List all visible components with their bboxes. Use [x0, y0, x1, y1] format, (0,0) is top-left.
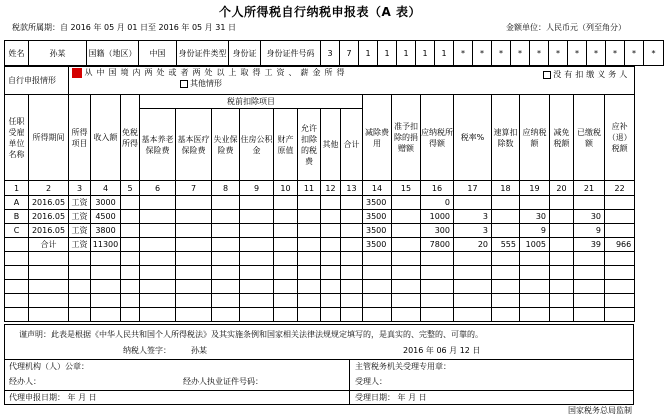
- cell-empty[interactable]: [550, 224, 574, 238]
- column-number: 9: [240, 181, 274, 196]
- column-number: 21: [574, 181, 605, 196]
- cell-empty[interactable]: [392, 238, 421, 252]
- cell-empty[interactable]: [212, 224, 240, 238]
- cell-empty[interactable]: [121, 224, 140, 238]
- id-digit[interactable]: 7: [340, 41, 359, 66]
- cell-tax-paid[interactable]: 39: [574, 238, 605, 252]
- cell-empty[interactable]: [176, 196, 212, 210]
- cell-empty[interactable]: [274, 224, 298, 238]
- header-employer: 任职受雇单位名称: [5, 95, 29, 181]
- cell-empty[interactable]: [121, 210, 140, 224]
- currency-unit: 金额单位：人民币元（列至角分）: [506, 23, 626, 32]
- cell-standard-deduction[interactable]: 3500: [363, 210, 392, 224]
- declaration-table: [4, 66, 635, 322]
- cell-empty[interactable]: [176, 210, 212, 224]
- table-row-total: [5, 238, 635, 252]
- cell-empty[interactable]: [321, 210, 341, 224]
- cell-standard-deduction[interactable]: 3500: [363, 196, 392, 210]
- cell-empty[interactable]: [240, 224, 274, 238]
- cell-empty[interactable]: [274, 210, 298, 224]
- table-row-blank[interactable]: [5, 280, 635, 294]
- cell-item[interactable]: 工资: [69, 196, 91, 210]
- id-digit[interactable]: 1: [416, 41, 435, 66]
- signature-date[interactable]: 2016 年 06 月 12 日: [403, 346, 481, 355]
- header-tax-payable: 应纳税额: [520, 95, 550, 181]
- cell-period[interactable]: 合计: [29, 238, 69, 252]
- agent-cert-label[interactable]: 经办人执业证件号码：: [183, 377, 263, 386]
- cell-tax-paid[interactable]: 30: [574, 210, 605, 224]
- situation-option-no-withholder[interactable]: [543, 69, 630, 80]
- header-quick-deduction: 速算扣除数: [492, 95, 520, 181]
- cell-empty[interactable]: [321, 238, 341, 252]
- header-donation: 准予扣除的捐赠额: [392, 95, 421, 181]
- header-income: 收入额: [91, 95, 121, 181]
- id-digit[interactable]: *: [473, 41, 492, 66]
- cell-income[interactable]: 11300: [91, 238, 121, 252]
- header-standard-deduction: 减除费用: [363, 95, 392, 181]
- table-row-blank[interactable]: [5, 294, 635, 308]
- id-type-value[interactable]: 身份证: [229, 41, 261, 66]
- agent-section: [4, 359, 634, 405]
- option-label: 没有扣缴义务人: [553, 70, 631, 79]
- cell-employer[interactable]: A: [5, 196, 29, 210]
- header-housing-fund: 住房公积金: [240, 109, 274, 181]
- column-number: 22: [605, 181, 635, 196]
- header-tax-paid: 已缴税额: [574, 95, 605, 181]
- column-number: 2: [29, 181, 69, 196]
- table-row: [5, 196, 635, 210]
- cell-tax-paid[interactable]: [574, 196, 605, 210]
- name-label: 姓名: [5, 41, 29, 66]
- column-number: 6: [140, 181, 176, 196]
- cell-quick-deduction[interactable]: [492, 210, 520, 224]
- nationality-label: 国籍（地区）: [87, 41, 139, 66]
- tax-period: 税款所属期：自 2016 年 05 月 01 日至 2016 年 05 月 31 日: [12, 23, 236, 32]
- header-tax-refund: 应补（退）税额: [605, 95, 635, 181]
- column-number: 10: [274, 181, 298, 196]
- cell-item[interactable]: 工资: [69, 224, 91, 238]
- id-digit[interactable]: *: [454, 41, 473, 66]
- taxpayer-signature-label: 纳税人签字：: [123, 346, 171, 355]
- header-allowed-taxes: 允许扣除的税费: [298, 109, 321, 181]
- cell-empty[interactable]: [121, 196, 140, 210]
- header-unemployment: 失业保险费: [212, 109, 240, 181]
- id-digit[interactable]: *: [530, 41, 549, 66]
- agent-person-label[interactable]: 经办人：: [9, 377, 41, 386]
- column-number: 17: [454, 181, 492, 196]
- cell-empty[interactable]: [212, 196, 240, 210]
- cell-period[interactable]: 2016.05: [29, 224, 69, 238]
- situation-option-two-employers: 从中国境内两处或者两处以上取得工资、薪金所得: [84, 68, 349, 77]
- id-number-label: 身份证件号码: [261, 41, 321, 66]
- cell-empty[interactable]: [140, 210, 176, 224]
- table-row-blank[interactable]: [5, 308, 635, 322]
- column-number: 13: [341, 181, 363, 196]
- column-number: 7: [176, 181, 212, 196]
- personal-info-table: [4, 40, 664, 66]
- cell-empty[interactable]: [341, 224, 363, 238]
- header-tax-reduction: 减免税额: [550, 95, 574, 181]
- column-number: 1: [5, 181, 29, 196]
- column-number: 4: [91, 181, 121, 196]
- cell-empty[interactable]: [176, 238, 212, 252]
- column-number: 3: [69, 181, 91, 196]
- taxpayer-signature-value[interactable]: 孙某: [191, 346, 207, 355]
- column-number: 12: [321, 181, 341, 196]
- cell-income[interactable]: 3000: [91, 196, 121, 210]
- column-number: 19: [520, 181, 550, 196]
- cell-taxable-income[interactable]: 300: [421, 224, 454, 238]
- cell-tax-rate[interactable]: 20: [454, 238, 492, 252]
- cell-empty[interactable]: [240, 238, 274, 252]
- id-digit[interactable]: 1: [435, 41, 454, 66]
- header-subtotal: 合计: [341, 109, 363, 181]
- header-period: 所得期间: [29, 95, 69, 181]
- id-digit[interactable]: 3: [321, 41, 340, 66]
- cell-empty[interactable]: [240, 210, 274, 224]
- id-digit[interactable]: *: [492, 41, 511, 66]
- id-digit[interactable]: *: [549, 41, 568, 66]
- cell-income[interactable]: 4500: [91, 210, 121, 224]
- cell-empty[interactable]: [298, 210, 321, 224]
- cell-empty[interactable]: [140, 224, 176, 238]
- table-row: [5, 210, 635, 224]
- cell-empty[interactable]: [341, 238, 363, 252]
- column-number: 15: [392, 181, 421, 196]
- cell-standard-deduction[interactable]: 3500: [363, 238, 392, 252]
- tax-office-seal-label: 主管税务机关受理专用章：: [355, 362, 451, 371]
- header-property-value: 财产原值: [274, 109, 298, 181]
- cell-empty[interactable]: [274, 196, 298, 210]
- cell-empty[interactable]: [550, 196, 574, 210]
- cell-taxable-income[interactable]: 1000: [421, 210, 454, 224]
- cell-empty[interactable]: [140, 238, 176, 252]
- nationality-value[interactable]: 中国: [139, 41, 177, 66]
- cell-tax-payable[interactable]: 30: [520, 210, 550, 224]
- cell-empty[interactable]: [392, 196, 421, 210]
- cell-employer[interactable]: [5, 238, 29, 252]
- cell-empty[interactable]: [550, 238, 574, 252]
- column-number-row: [5, 181, 635, 196]
- column-number: 11: [298, 181, 321, 196]
- cell-empty[interactable]: [392, 210, 421, 224]
- cell-quick-deduction[interactable]: [492, 196, 520, 210]
- cell-tax-refund[interactable]: [605, 196, 635, 210]
- form-title: 个人所得税自行纳税申报表（A 表）: [219, 5, 421, 19]
- id-digit[interactable]: 1: [397, 41, 416, 66]
- cell-tax-rate[interactable]: [454, 196, 492, 210]
- cell-tax-refund[interactable]: [605, 224, 635, 238]
- cell-income[interactable]: 3800: [91, 224, 121, 238]
- receiver-label[interactable]: 受理人：: [355, 377, 387, 386]
- cell-employer[interactable]: B: [5, 210, 29, 224]
- id-digit[interactable]: 1: [378, 41, 397, 66]
- cell-empty[interactable]: [341, 196, 363, 210]
- cell-empty[interactable]: [321, 224, 341, 238]
- situation-label: 自行申报情形: [5, 67, 69, 95]
- cell-tax-refund[interactable]: 966: [605, 238, 635, 252]
- cell-taxable-income[interactable]: 7800: [421, 238, 454, 252]
- id-digit[interactable]: *: [568, 41, 587, 66]
- declaration-text: 谨声明：此表是根据《中华人民共和国个人所得税法》及其实施条例和国家相关法律法规规定填写的，是真实的、完整的、可靠的。: [19, 330, 483, 339]
- column-number: 14: [363, 181, 392, 196]
- checked-checkbox-icon[interactable]: [72, 68, 82, 78]
- cell-tax-rate[interactable]: 3: [454, 224, 492, 238]
- table-row-blank[interactable]: [5, 266, 635, 280]
- table-row: [5, 224, 635, 238]
- cell-standard-deduction[interactable]: 3500: [363, 224, 392, 238]
- supervisor-note: 国家税务总局监制: [568, 406, 632, 415]
- id-digit[interactable]: *: [625, 41, 644, 66]
- cell-period[interactable]: 2016.05: [29, 196, 69, 210]
- cell-empty[interactable]: [298, 238, 321, 252]
- cell-period[interactable]: 2016.05: [29, 210, 69, 224]
- id-digit[interactable]: *: [644, 41, 664, 66]
- cell-tax-refund[interactable]: [605, 210, 635, 224]
- column-number: 20: [550, 181, 574, 196]
- agent-date-label[interactable]: 代理申报日期： 年 月 日: [9, 393, 97, 402]
- receive-date-label[interactable]: 受理日期： 年 月 日: [355, 393, 427, 402]
- cell-tax-payable[interactable]: 9: [520, 224, 550, 238]
- cell-tax-payable[interactable]: [520, 196, 550, 210]
- header-medical: 基本医疗保险费: [176, 109, 212, 181]
- cell-empty[interactable]: [121, 238, 140, 252]
- header-tax-rate: 税率%: [454, 95, 492, 181]
- cell-quick-deduction[interactable]: 555: [492, 238, 520, 252]
- situation-options: [69, 67, 635, 95]
- cell-empty[interactable]: [212, 210, 240, 224]
- header-other: 其他: [321, 109, 341, 181]
- cell-empty[interactable]: [392, 224, 421, 238]
- cell-quick-deduction[interactable]: [492, 224, 520, 238]
- cell-empty[interactable]: [212, 238, 240, 252]
- column-number: 18: [492, 181, 520, 196]
- column-number: 16: [421, 181, 454, 196]
- id-digit[interactable]: *: [511, 41, 530, 66]
- option-label: 其他情形: [190, 79, 222, 88]
- column-number: 8: [212, 181, 240, 196]
- cell-empty[interactable]: [550, 210, 574, 224]
- cell-empty[interactable]: [298, 224, 321, 238]
- cell-empty[interactable]: [341, 210, 363, 224]
- header-deductions-group: 税前扣除项目: [140, 95, 363, 109]
- cell-employer[interactable]: C: [5, 224, 29, 238]
- cell-tax-paid[interactable]: 9: [574, 224, 605, 238]
- cell-tax-payable[interactable]: 1005: [520, 238, 550, 252]
- id-digit[interactable]: *: [587, 41, 606, 66]
- id-digit[interactable]: 1: [359, 41, 378, 66]
- cell-empty[interactable]: [140, 196, 176, 210]
- cell-empty[interactable]: [298, 196, 321, 210]
- checkbox-icon: [180, 80, 188, 88]
- cell-empty[interactable]: [176, 224, 212, 238]
- declaration-box: [4, 324, 634, 360]
- header-pension: 基本养老保险费: [140, 109, 176, 181]
- cell-item[interactable]: 工资: [69, 238, 91, 252]
- checkbox-icon: [543, 71, 551, 79]
- cell-taxable-income[interactable]: 0: [421, 196, 454, 210]
- cell-empty[interactable]: [240, 196, 274, 210]
- id-type-label: 身份证件类型: [177, 41, 229, 66]
- column-number: 5: [121, 181, 140, 196]
- agent-seal-label: 代理机构（人）公章：: [9, 362, 89, 371]
- id-digit[interactable]: *: [606, 41, 625, 66]
- header-item: 所得项目: [69, 95, 91, 181]
- cell-tax-rate[interactable]: 3: [454, 210, 492, 224]
- header-taxable-income: 应纳税所得额: [421, 95, 454, 181]
- name-value[interactable]: 孙某: [29, 41, 87, 66]
- cell-empty[interactable]: [274, 238, 298, 252]
- header-tax-exempt: 免税所得: [121, 95, 140, 181]
- table-row-blank[interactable]: [5, 252, 635, 266]
- cell-item[interactable]: 工资: [69, 210, 91, 224]
- cell-empty[interactable]: [321, 196, 341, 210]
